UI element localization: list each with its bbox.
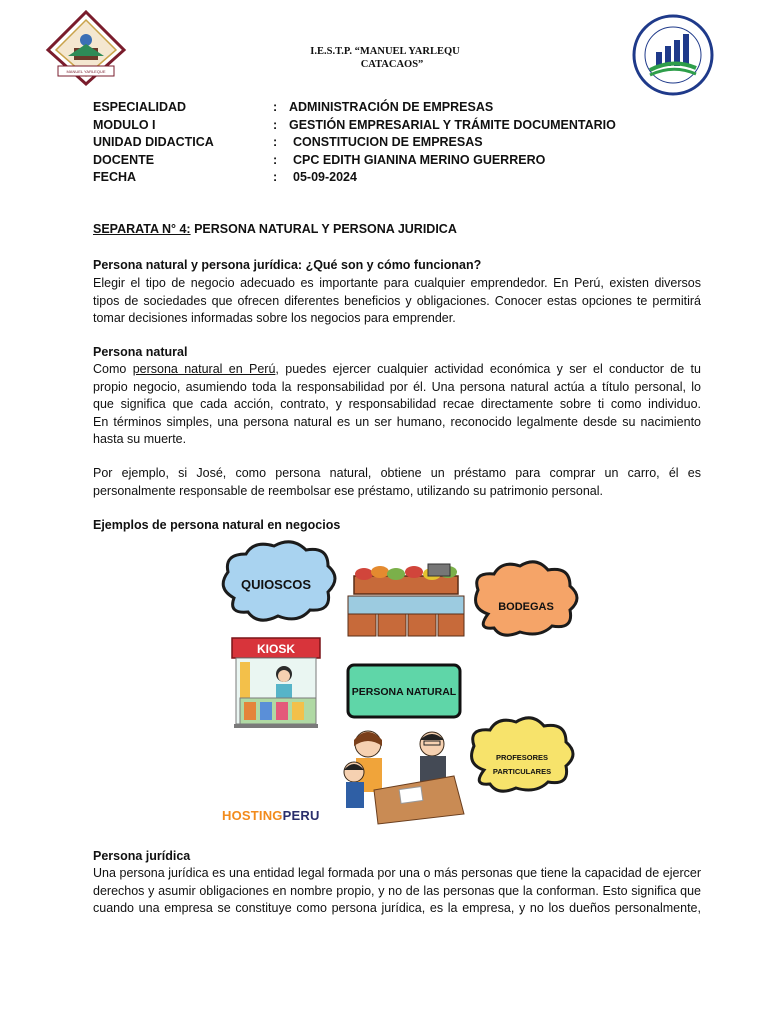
profesores-label-1: PROFESORES [495,753,549,762]
paragraph-line: En términos simples, una persona natural es un ser humano, reconocido legalmente desde su nacimiento [93,414,701,429]
meta-value: CONSTITUCION DE EMPRESAS [293,135,483,149]
market-stall-image [348,564,464,636]
institution-line-1: I.E.S.T.P. “MANUEL YARLEQU [310,46,460,57]
paragraph-line: Una persona jurídica es una entidad legal formada por una o más personas que tiene la capacidad de ejercer [93,866,701,880]
meta-colon: : [273,135,278,149]
separata-topic: PERSONA NATURAL Y PERSONA JURIDICA [190,222,457,236]
persona-natural-label: PERSONA NATURAL [351,686,457,698]
meta-colon: : [273,170,278,184]
meta-colon: : [273,117,278,132]
separata-label: SEPARATA N° 4: [93,222,191,236]
persona-natural-examples-illustration [214,538,594,830]
section4-paragraph [93,865,701,918]
meta-colon: : [273,152,278,167]
section2-heading: Persona natural [93,345,188,359]
paragraph-line: Elegir el tipo de negocio adecuado es importante para cualquier emprendedor. En Perú, existen diversos [93,276,701,290]
meta-key: MODULO I [93,117,156,132]
kiosk-image [232,638,320,728]
section2-paragraph [93,361,701,449]
hostingperu-logo [222,808,320,823]
profesores-label-2: PARTICULARES [492,767,552,776]
meta-key: FECHA [93,170,137,184]
profesores-particulares-cloud [472,718,573,791]
meta-value: 05-09-2024 [293,170,357,184]
meta-row-modulo [93,118,713,136]
section1-heading: Persona natural y persona jurídica: ¿Qué son y cómo funcionan? [93,258,482,272]
quioscos-cloud [223,542,335,620]
separata-title [93,222,457,236]
paragraph-line: tomar decisiones informadas sobre los negocios para emprender. [93,311,456,326]
bodegas-label: BODEGAS [498,601,554,613]
institution-name [250,45,520,71]
meta-row-unidad [93,135,713,153]
line-text: Como [93,362,133,376]
paragraph-line [93,361,701,379]
quioscos-label: QUIOSCOS [240,577,312,592]
meta-colon: : [273,100,278,114]
meta-row-docente [93,153,713,171]
paragraph-line: tipos de sociedades que ofrecen diferentes beneficios y obligaciones. Conocer estas opciones te permitirá [93,293,701,308]
meta-row-fecha [93,170,713,188]
hosting-text: HOSTING [222,808,283,823]
paragraph-line: que significa que cada acción, contrato, y responsabilidad recae directamente sobre ti como individuo. [93,397,701,412]
section4-heading: Persona jurídica [93,849,191,863]
paragraph-line: Por ejemplo, si José, como persona natural, obtiene un préstamo para comprar un carro, él es [93,466,701,480]
paragraph-line: cuando una empresa se constituye como persona jurídica, es la empresa, y no los dueños personalmente, [93,901,701,916]
course-info [93,100,713,188]
kiosk-sign-label: KIOSK [256,642,296,656]
bodegas-cloud [476,562,577,635]
paragraph-line: personalmente responsable de reembolsar ese préstamo, utilizando su patrimonio personal. [93,483,604,498]
administracion-empresas-logo [632,14,714,96]
meta-key: DOCENTE [93,152,155,167]
institution-line-2: CATACAOS” [360,59,424,70]
section1-paragraph [93,275,701,328]
meta-key: ESPECIALIDAD [93,100,187,114]
section2-example-paragraph [93,465,701,500]
persona-natural-box [348,665,460,717]
peru-text: PERU [282,808,320,823]
meta-row-especialidad [93,100,713,118]
paragraph-line: propio negocio, asumiendo toda la responsabilidad por él. Una persona natural actúa a título personal, lo [93,379,701,394]
paragraph-line: derechos y asumir obligaciones en nombre propio, y no de las personas que la conforman. Esto significa que [93,883,701,898]
section3-heading: Ejemplos de persona natural en negocios [93,518,341,532]
meta-key: UNIDAD DIDACTICA [93,135,214,149]
persona-natural-link[interactable]: persona natural en Perú [132,362,276,376]
meta-value: CPC EDITH GIANINA MERINO GUERRERO [293,152,546,167]
institute-crest-logo [44,10,128,88]
meta-value: ADMINISTRACIÓN DE EMPRESAS [289,100,494,114]
paragraph-line: hasta su muerte. [93,432,187,447]
line-text: , puedes ejercer cualquier actividad económica y ser el conductor de tu [275,362,701,376]
meeting-people-image [344,731,464,824]
crest-banner-text: MANUEL YARLEQUE [66,69,106,74]
meta-value: GESTIÓN EMPRESARIAL Y TRÁMITE DOCUMENTARIO [289,117,616,132]
